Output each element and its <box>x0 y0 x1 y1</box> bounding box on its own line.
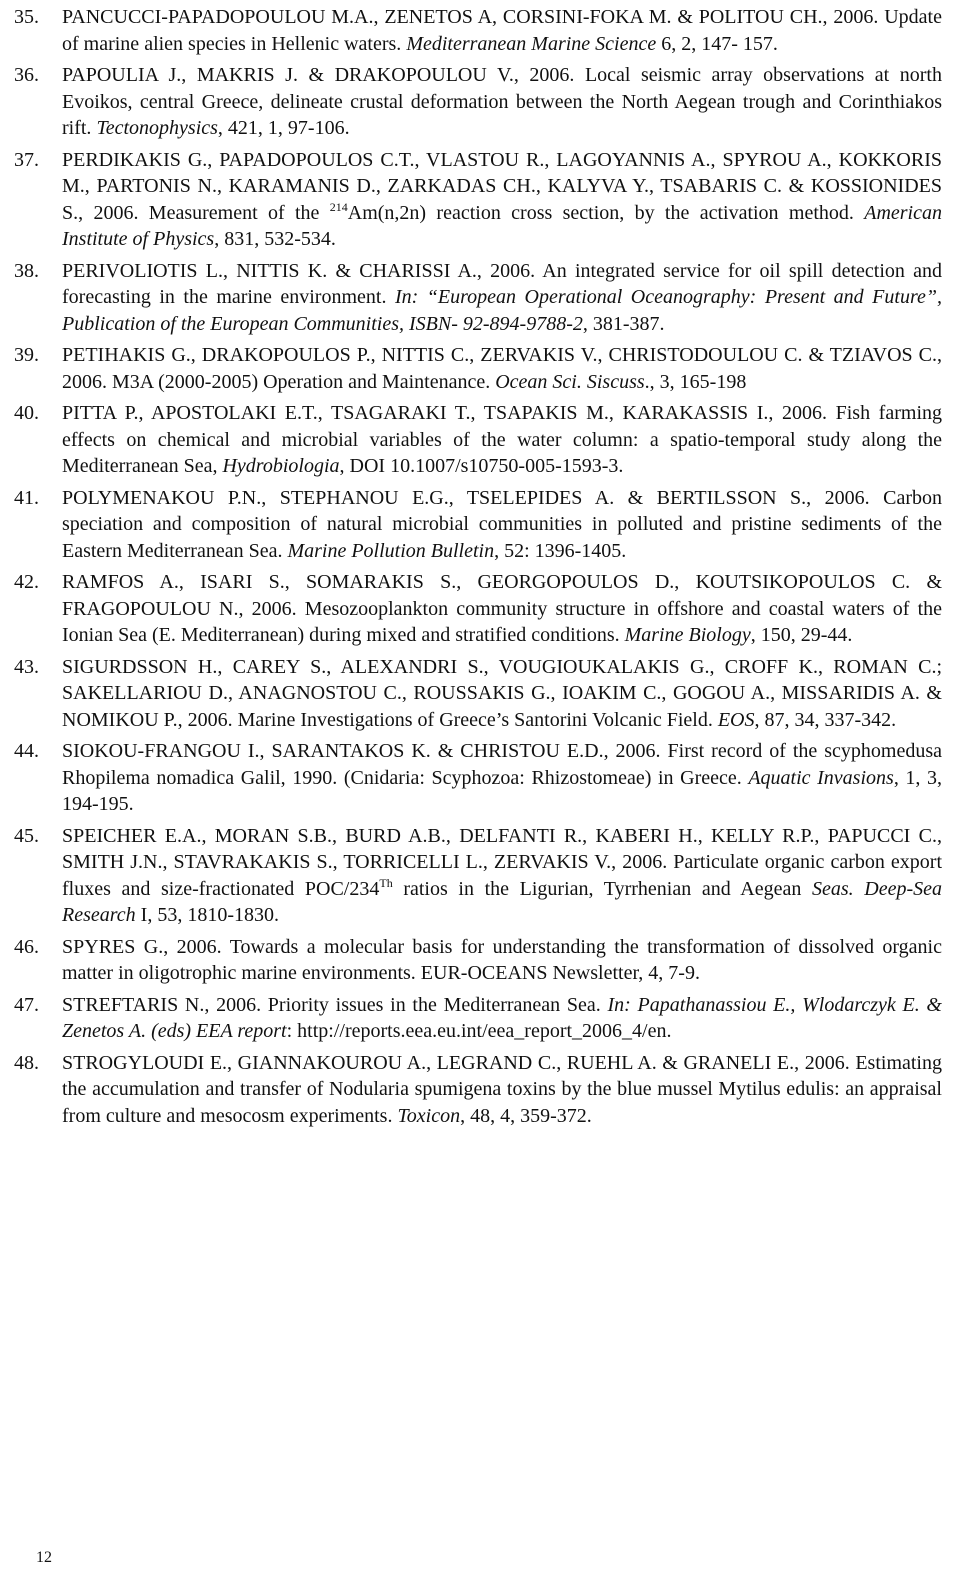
reference-text <box>62 258 942 338</box>
reference-text-run: ratios in the Ligurian, Tyrrhenian and Aegean <box>392 877 812 900</box>
reference-item <box>14 569 942 649</box>
italic-text: Tectonophysics <box>96 117 218 139</box>
reference-text-run: PITTA P., APOSTOLAKI E.T., TSAGARAKI T., TSAPAKIS M., KARAKASSIS I., 2006. Fish farming effects on chemical and microbial variables of the water column: a spatio-temporal study along the Mediterranean Sea, <box>62 402 942 477</box>
reference-text-run: SPYRES G., 2006. Towards a molecular basis for understanding the transformation of dissolved organic matter in oligotrophic marine environments. EUR-OCEANS Newsletter, 4, 7-9. <box>62 935 942 984</box>
reference-number: 37. <box>14 148 39 171</box>
reference-item <box>14 147 942 253</box>
reference-item <box>14 485 942 565</box>
reference-text <box>62 400 942 480</box>
reference-item <box>14 934 942 987</box>
reference-text-run: I, 53, 1810-1830. <box>135 904 279 926</box>
reference-number: 41. <box>14 486 39 509</box>
reference-text <box>62 823 942 929</box>
reference-text <box>62 1050 942 1130</box>
reference-text <box>62 485 942 565</box>
italic-text: Aquatic Invasions <box>748 766 894 789</box>
reference-text-run: 6, 2, 147- 157. <box>656 32 778 55</box>
reference-text-run: SIGURDSSON H., CAREY S., ALEXANDRI S., VOUGIOUKALAKIS G., CROFF K., ROMAN C.; SAKELLARIOU D., ANAGNOSTOU C., ROUSSAKIS G., IOAKIM C., GOGOU A., MISSARIDIS A. & NOMIKOU P., 2006. Marine Investigations of Greece’s Santorini Volcanic Field. <box>62 655 942 731</box>
reference-text-run: , 52: 1396-1405. <box>494 539 627 562</box>
reference-text <box>62 147 942 253</box>
page-number: 12 <box>36 1549 52 1566</box>
italic-text: Toxicon <box>397 1104 461 1127</box>
reference-text <box>62 569 942 649</box>
reference-text-run: PERIVOLIOTIS L., NITTIS K. & CHARISSI A., 2006. An integrated service for oil spill detection and forecasting in the marine environment. <box>62 259 942 308</box>
italic-text: Hydrobiologia <box>222 455 340 477</box>
reference-text-run: , 150, 29-44. <box>750 624 853 646</box>
reference-text-run: , 831, 532-534. <box>214 228 336 250</box>
reference-item <box>14 654 942 734</box>
reference-number: 47. <box>14 993 39 1016</box>
reference-text-run: POLYMENAKOU P.N., STEPHANOU E.G., TSELEPIDES A. & BERTILSSON S., 2006. Carbon speciation and composition of natural microbial communities in polluted and pristine sediments of the Eastern Mediterranean Sea. <box>62 486 942 562</box>
reference-text-run: STREFTARIS N., 2006. Priority issues in the Mediterranean Sea. <box>62 993 608 1016</box>
reference-text-run: PANCUCCI-PAPADOPOULOU M.A., ZENETOS A, CORSINI-FOKA M. & POLITOU CH., 2006. Update of marine alien species in Hellenic waters. <box>62 6 942 55</box>
italic-text: In: “European Operational Oceanography: Present and Future”, Publication of the European Communities, ISBN- 92-894-9788-2 <box>62 286 942 335</box>
reference-item <box>14 823 942 929</box>
reference-number: 40. <box>14 402 39 424</box>
reference-number: 35. <box>14 6 39 28</box>
reference-text <box>62 4 942 57</box>
reference-item <box>14 342 942 395</box>
reference-number: 48. <box>14 1051 39 1074</box>
reference-text <box>62 934 942 987</box>
reference-text <box>62 62 942 142</box>
italic-text: Marine Biology <box>624 624 751 646</box>
reference-number: 43. <box>14 655 39 678</box>
reference-item <box>14 62 942 142</box>
reference-text-run: PAPOULIA J., MAKRIS J. & DRAKOPOULOU V., 2006. Local seismic array observations at north Evoikos, central Greece, delineate crustal deformation between the North Aegean trough and Corinthiakos rift. <box>62 64 942 139</box>
reference-text-run: SIOKOU-FRANGOU I., SARANTAKOS K. & CHRISTOU E.D., 2006. First record of the scyphomedusa Rhopilema nomadica Galil, 1990. (Cnidaria: Scyphozoa: Rhizostomeae) in Greece. <box>62 740 942 789</box>
reference-number: 39. <box>14 344 39 366</box>
reference-item <box>14 4 942 57</box>
reference-number: 44. <box>14 740 39 762</box>
italic-text: Mediterranean Marine Science <box>406 32 657 55</box>
italic-text: American Institute of Physics <box>62 201 942 250</box>
reference-item <box>14 400 942 480</box>
reference-number: 42. <box>14 571 39 593</box>
reference-text-run: , 87, 34, 337-342. <box>754 708 897 731</box>
reference-list <box>14 4 942 1134</box>
reference-text-run: , 381-387. <box>582 312 665 335</box>
italic-text: Seas. Deep-Sea Research <box>62 877 942 926</box>
reference-number: 36. <box>14 64 39 86</box>
italic-text: EOS <box>717 708 755 731</box>
reference-number: 46. <box>14 935 39 958</box>
reference-text-run: , 1, 3, 194-195. <box>62 766 942 815</box>
italic-text: Marine Pollution Bulletin <box>287 539 495 562</box>
reference-item <box>14 1050 942 1130</box>
reference-text-run: Am(n,2n) reaction cross section, by the activation method. <box>347 201 865 224</box>
superscript: Th <box>379 875 393 890</box>
reference-item <box>14 258 942 338</box>
reference-text-run: STROGYLOUDI E., GIANNAKOUROU A., LEGRAND C., RUEHL A. & GRANELI E., 2006. Estimating the accumulation and transfer of Nodularia spumigena toxins by the blue mussel Mytilus edulis: an appraisal from culture and mesocosm experiments. <box>62 1051 942 1127</box>
italic-text: In: Papathanassiou E., Wlodarczyk E. & Zenetos A. (eds) EEA report <box>62 993 942 1042</box>
reference-text-run: PETIHAKIS G., DRAKOPOULOS P., NITTIS C., ZERVAKIS V., CHRISTODOULOU C. & TZIAVOS C., 2006. M3A (2000-2005) Operation and Maintenance. <box>62 344 942 393</box>
reference-text-run: RAMFOS A., ISARI S., SOMARAKIS S., GEORGOPOULOS D., KOUTSIKOPOULOS C. & FRAGOPOULOU N., 2006. Mesozooplankton community structure in offshore and coastal waters of the Ionian Sea (E. Mediterranean) during mixed and stratified conditions. <box>62 571 942 646</box>
reference-text-run: , 421, 1, 97-106. <box>217 117 350 139</box>
reference-text-run: : http://reports.eea.eu.int/eea_report_2006_4/en. <box>286 1020 672 1042</box>
superscript: 214 <box>329 199 348 214</box>
reference-text-run: , 48, 4, 359-372. <box>460 1104 592 1127</box>
reference-text-run: ., 3, 165-198 <box>644 370 747 393</box>
reference-text <box>62 654 942 734</box>
reference-number: 38. <box>14 259 39 282</box>
reference-text-run: , DOI 10.1007/s10750-005-1593-3. <box>339 455 624 477</box>
reference-item <box>14 738 942 818</box>
reference-text <box>62 992 942 1045</box>
reference-text <box>62 738 942 818</box>
reference-text <box>62 342 942 395</box>
reference-text-run: SPEICHER E.A., MORAN S.B., BURD A.B., DELFANTI R., KABERI H., KELLY R.P., PAPUCCI C., SMITH J.N., STAVRAKAKIS S., TORRICELLI L., ZERVAKIS V., 2006. Particulate organic carbon export fluxes and size-fractionated POC/234 <box>62 824 942 900</box>
reference-number: 45. <box>14 824 39 847</box>
reference-item <box>14 992 942 1045</box>
reference-text-run: PERDIKAKIS G., PAPADOPOULOS C.T., VLASTOU R., LAGOYANNIS A., SPYROU A., KOKKORIS M., PARTONIS N., KARAMANIS D., ZARKADAS CH., KALYVA Y., TSABARIS C. & KOSSIONIDES S., 2006. Measurement of the <box>62 148 942 224</box>
italic-text: Ocean Sci. Siscuss <box>495 370 645 393</box>
